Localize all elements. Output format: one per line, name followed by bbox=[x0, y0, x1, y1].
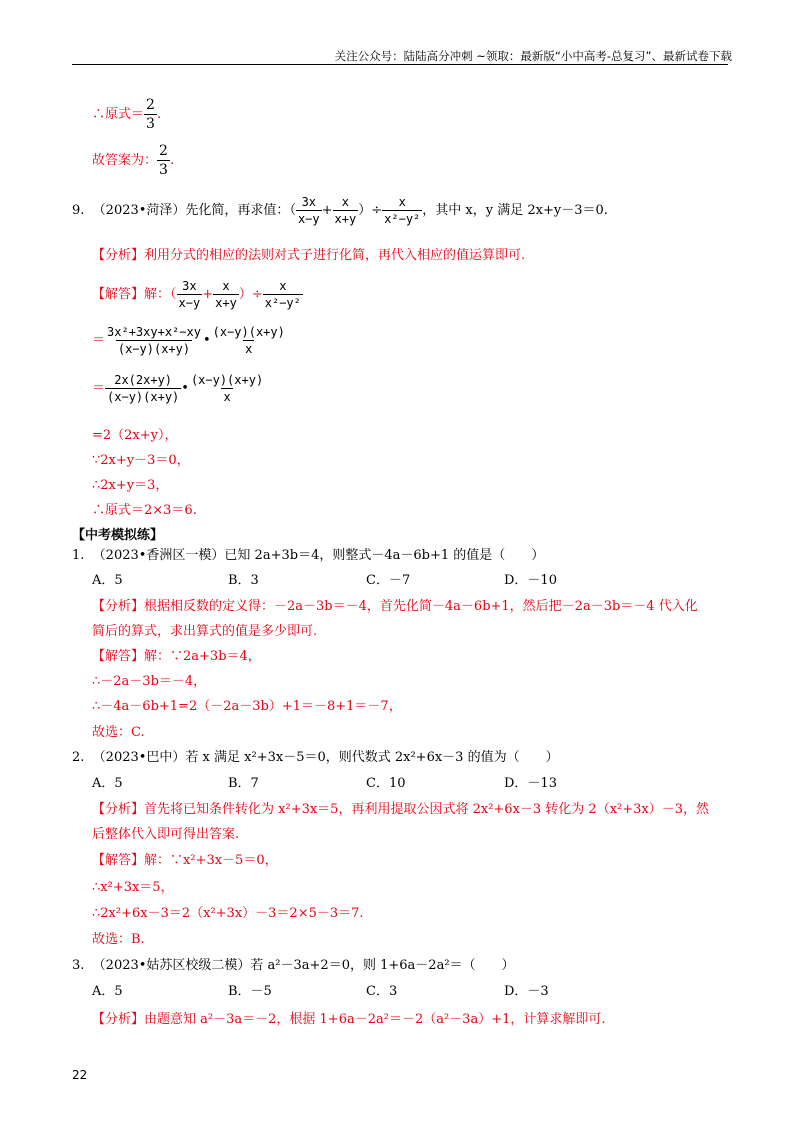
frac-num: (x−y)(x+y) bbox=[190, 373, 264, 387]
operator: + bbox=[202, 287, 214, 302]
conclusion-prefix: ∴原式＝ bbox=[92, 107, 145, 122]
fraction bbox=[189, 374, 265, 403]
q1-analysis-line-1 bbox=[92, 595, 698, 614]
frac-den: (x−y)(x+y) bbox=[107, 390, 180, 404]
q2-option-c: C．10 bbox=[366, 776, 406, 791]
answer-fraction bbox=[157, 144, 170, 177]
frac-num: x bbox=[398, 195, 406, 209]
question-3 bbox=[72, 954, 515, 973]
q9-step-7: ∴原式＝2×3＝6. bbox=[92, 503, 197, 518]
fraction bbox=[382, 196, 422, 225]
question-9 bbox=[72, 196, 608, 225]
equals: ＝ bbox=[92, 381, 106, 396]
frac-den: 3 bbox=[146, 116, 155, 132]
page-number: 22 bbox=[72, 1068, 88, 1082]
q9-step-6: ∴2x+y＝3， bbox=[92, 478, 169, 493]
question-1 bbox=[72, 544, 544, 563]
q1-option-b: B．3 bbox=[228, 573, 259, 588]
fraction bbox=[263, 280, 303, 309]
solution-text: 解：∵x²+3x－5＝0， bbox=[144, 853, 278, 868]
fraction bbox=[211, 326, 287, 355]
paren: ） bbox=[238, 287, 252, 302]
frac-num: 3x bbox=[301, 195, 317, 209]
solution-tag: 【解答】 bbox=[92, 649, 145, 664]
q2-option-d: D．－13 bbox=[504, 776, 557, 791]
fraction bbox=[105, 374, 181, 403]
q2-analysis-line-1 bbox=[92, 798, 709, 817]
frac-num: 3x bbox=[182, 279, 197, 293]
operator: ÷ bbox=[251, 287, 263, 302]
q2-step-3: ∴2x²+6x－3＝2（x²+3x）－3＝2×5－3＝7. bbox=[92, 906, 364, 921]
frac-num: x bbox=[341, 195, 349, 209]
frac-den: 3 bbox=[159, 162, 168, 178]
q9-step-5: ∵2x+y－3＝0， bbox=[92, 453, 190, 468]
paren: （ bbox=[170, 287, 177, 302]
q3-option-c: C．3 bbox=[366, 984, 398, 999]
q2-option-b: B．7 bbox=[228, 776, 259, 791]
q9-step-4: =2（2x+y）， bbox=[92, 428, 178, 443]
question-2 bbox=[72, 746, 559, 765]
analysis-tag: 【分析】 bbox=[92, 1012, 145, 1027]
q2-analysis-line-2: 后整体代入即可得出答案. bbox=[92, 827, 240, 842]
frac-num: 2 bbox=[159, 143, 168, 159]
q2-solution bbox=[92, 849, 278, 868]
q9-solution-line-3 bbox=[92, 374, 265, 403]
q1-option-d: D．－10 bbox=[504, 573, 557, 588]
frac-den: (x−y)(x+y) bbox=[117, 342, 191, 356]
fraction bbox=[296, 196, 322, 225]
frac-num: x bbox=[222, 279, 230, 293]
q1-solution bbox=[92, 645, 261, 664]
solution-lead: 解： bbox=[144, 287, 171, 302]
frac-den: x+y bbox=[215, 296, 237, 310]
q3-option-b: B．－5 bbox=[228, 984, 272, 999]
suffix: . bbox=[156, 107, 162, 122]
q3-option-a: A．5 bbox=[92, 984, 123, 999]
fraction bbox=[105, 326, 203, 355]
q3-option-d: D．－3 bbox=[504, 984, 549, 999]
frac-den: x bbox=[223, 390, 231, 404]
answer-prefix: 故答案为： bbox=[92, 153, 158, 168]
operator: + bbox=[321, 203, 333, 218]
analysis-tag: 【分析】 bbox=[92, 248, 145, 263]
question-number: 2. bbox=[72, 750, 85, 765]
q3-analysis bbox=[92, 1008, 606, 1027]
analysis-text: 根据相反数的定义得：－2a－3b＝－4，首先化简－4a－6b+1，然后把－2a－3b＝－4 代入化 bbox=[144, 599, 698, 614]
frac-num: 2x(2x+y) bbox=[114, 373, 173, 387]
solution-tag: 【解答】 bbox=[92, 853, 145, 868]
question-stem: （2023•香洲区一模）已知 2a+3b＝4，则整式－4a－6b+1 的值是（ ） bbox=[92, 548, 545, 563]
solution-text: 解：∵2a+3b＝4， bbox=[144, 649, 261, 664]
operator: • bbox=[202, 333, 211, 348]
answer-line bbox=[92, 144, 174, 177]
fraction bbox=[213, 280, 239, 309]
paren: （ bbox=[289, 203, 296, 218]
fraction bbox=[333, 196, 359, 225]
q9-analysis bbox=[92, 244, 525, 263]
equals: ＝ bbox=[92, 333, 106, 348]
frac-num: 2 bbox=[146, 97, 155, 113]
question-number: 3. bbox=[72, 958, 85, 973]
question-stem: （2023•巴中）若 x 满足 x²+3x－5＝0，则代数式 2x²+6x－3 的值为（ ） bbox=[92, 750, 559, 765]
frac-num: x bbox=[279, 279, 287, 293]
frac-num: 3x²+3xy+x²−xy bbox=[107, 325, 201, 339]
frac-den: x bbox=[245, 342, 253, 356]
analysis-tag: 【分析】 bbox=[92, 802, 145, 817]
frac-den: x²−y² bbox=[264, 296, 301, 310]
question-stem: （2023•姑苏区校级二模）若 a²－3a+2＝0，则 1+6a－2a²＝（ ） bbox=[92, 958, 515, 973]
question-source: （2023•菏泽）先化简，再求值： bbox=[92, 203, 290, 218]
q1-step-3: ∴－4a－6b+1=2（－2a－3b）+1＝－8+1＝－7， bbox=[92, 699, 402, 714]
question-number: 9. bbox=[72, 203, 85, 218]
q1-option-a: A．5 bbox=[92, 573, 123, 588]
q2-step-2: ∴x²+3x＝5， bbox=[92, 880, 174, 895]
analysis-text: 利用分式的相应的法则对式子进行化简，再代入相应的值运算即可. bbox=[144, 248, 526, 263]
q1-option-c: C．－7 bbox=[366, 573, 411, 588]
q2-answer: 故选：B. bbox=[92, 932, 145, 947]
frac-den: x²−y² bbox=[384, 212, 421, 226]
q2-option-a: A．5 bbox=[92, 776, 123, 791]
frac-den: x−y bbox=[178, 296, 201, 310]
frac-den: x+y bbox=[334, 212, 357, 226]
conclusion-fraction bbox=[144, 98, 157, 131]
page-header: 关注公众号：陆陆高分冲刺 ~领取：最新版“小中高考-总复习”、最新试卷下载 bbox=[334, 49, 732, 63]
q1-answer: 故选：C. bbox=[92, 725, 145, 740]
header-rule bbox=[72, 64, 728, 65]
frac-den: x−y bbox=[297, 212, 320, 226]
frac-num: (x−y)(x+y) bbox=[212, 325, 285, 339]
q1-analysis-line-2: 简后的算式，求出算式的值是多少即可. bbox=[92, 624, 318, 639]
conclusion-line bbox=[92, 98, 161, 131]
operator: ÷ bbox=[371, 203, 383, 218]
fraction bbox=[177, 280, 203, 309]
question-number: 1. bbox=[72, 548, 85, 563]
paren: ） bbox=[358, 203, 372, 218]
analysis-tag: 【分析】 bbox=[92, 599, 145, 614]
q9-solution-line-2 bbox=[92, 326, 287, 355]
section-title: 【中考模拟练】 bbox=[72, 528, 164, 543]
analysis-text: 由题意知 a²－3a＝－2，根据 1+6a－2a²＝－2（a²－3a）+1，计算求解即可. bbox=[144, 1012, 606, 1027]
q1-step-2: ∴－2a－3b＝－4， bbox=[92, 674, 207, 689]
question-condition: ，其中 x，y 满足 2x+y－3＝0. bbox=[422, 203, 608, 218]
q9-solution-line-1 bbox=[92, 280, 303, 309]
suffix: . bbox=[169, 153, 175, 168]
solution-tag: 【解答】 bbox=[92, 287, 145, 302]
analysis-text: 首先将已知条件转化为 x²+3x＝5，再利用提取公因式将 2x²+6x－3 转化为 2（x²+3x）－3，然 bbox=[144, 802, 710, 817]
operator: • bbox=[181, 381, 189, 396]
